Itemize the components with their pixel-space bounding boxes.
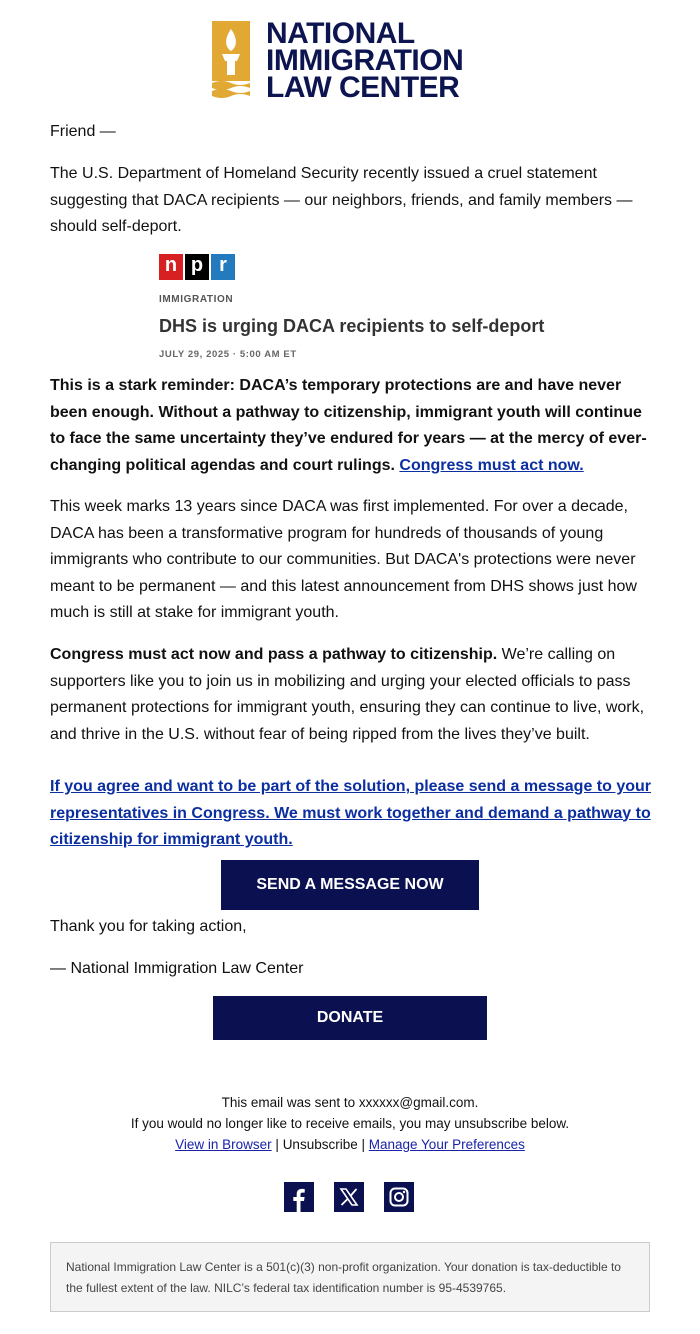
manage-preferences-link[interactable]: Manage Your Preferences [368, 1137, 525, 1152]
facebook-icon[interactable] [284, 1182, 314, 1212]
greeting: Friend — [50, 123, 116, 140]
send-message-link[interactable]: If you agree and want to be part of the solution, please send a message to your representatives in Congress. We must work together and demand a pathway to citizenship for immigrant youth. [50, 778, 652, 848]
thanks-text: Thank you for taking action, [50, 918, 247, 935]
congress-act-link[interactable]: Congress must act now. [399, 456, 584, 474]
x-icon[interactable] [334, 1182, 364, 1212]
footer-separator-2: | [357, 1137, 369, 1152]
call-bold-text: Congress must act now and pass a pathway to citizenship. [50, 646, 498, 663]
call-rest-text: We’re calling on supporters like you to join us in mobilizing and urging your elected officials to pass permanent protections for immigrant youth, ensuring they can continue to live, work, and thrive in the U.S. without fear of being ripped from the lives they’ve built. [50, 646, 645, 743]
stark-reminder-text: This is a stark reminder: DACA’s temporary protections are and have never been enough. Without a pathway to citizenship, immigrant youth will continue to face the same uncertainty they’ve endured for years — at the mercy of ever-changing political agendas and court rulings. [50, 377, 647, 474]
npr-date: JULY 29, 2025 · 5:00 AM ET [159, 349, 297, 360]
logo-wordmark [266, 16, 464, 104]
donate-button[interactable]: DONATE [213, 996, 487, 1040]
call-paragraph [50, 642, 654, 748]
nilc-logo[interactable] [212, 16, 502, 104]
npr-logo-r: r [211, 254, 235, 280]
anniversary-paragraph: This week marks 13 years since DACA was first implemented. For over a decade, DACA has been a transformative program for hundreds of thousands of young immigrants who contribute to our communities. But DACA's protections were never meant to be permanent — and this latest announcement from DHS shows just how much is still at stake for immigrant youth. [50, 498, 637, 621]
footer-info [0, 1092, 700, 1155]
npr-headline: DHS is urging DACA recipients to self-deport [159, 316, 545, 336]
npr-kicker: IMMIGRATION [159, 294, 234, 305]
action-link-paragraph [50, 774, 654, 854]
footer-separator-1: | [271, 1137, 283, 1152]
sent-to-text: This email was sent to xxxxxx@gmail.com. [221, 1095, 479, 1110]
logo-line-1: NATIONAL [266, 16, 415, 50]
unsubscribe-note: If you would no longer like to receive emails, you may unsubscribe below. [130, 1116, 570, 1131]
intro-paragraph: The U.S. Department of Homeland Security recently issued a cruel statement suggesting that DACA recipients — our neighbors, friends, and family members — should self-deport. [50, 165, 633, 235]
signature-text: — National Immigration Law Center [50, 960, 304, 977]
npr-logo-p: p [185, 254, 209, 280]
footer-links [0, 1134, 700, 1155]
tax-disclaimer: National Immigration Law Center is a 501(c)(3) non-profit organization. Your donation is tax-deductible to the fullest extent of the law. NILC’s federal tax identification number is 95-4539765. [50, 1242, 650, 1312]
npr-article-card[interactable] [159, 254, 579, 364]
social-icons [284, 1182, 414, 1212]
logo-line-3: LAW CENTER [266, 70, 460, 104]
send-message-button[interactable]: SEND A MESSAGE NOW [221, 860, 479, 910]
view-in-browser-link[interactable]: View in Browser [175, 1137, 272, 1152]
npr-logo-n: n [159, 254, 183, 280]
unsubscribe-link[interactable]: Unsubscribe [282, 1137, 358, 1152]
npr-logo [159, 254, 579, 280]
instagram-icon[interactable] [384, 1182, 414, 1212]
logo-line-2: IMMIGRATION [266, 43, 464, 77]
torch-icon [212, 21, 250, 99]
stark-reminder-paragraph [50, 373, 654, 479]
